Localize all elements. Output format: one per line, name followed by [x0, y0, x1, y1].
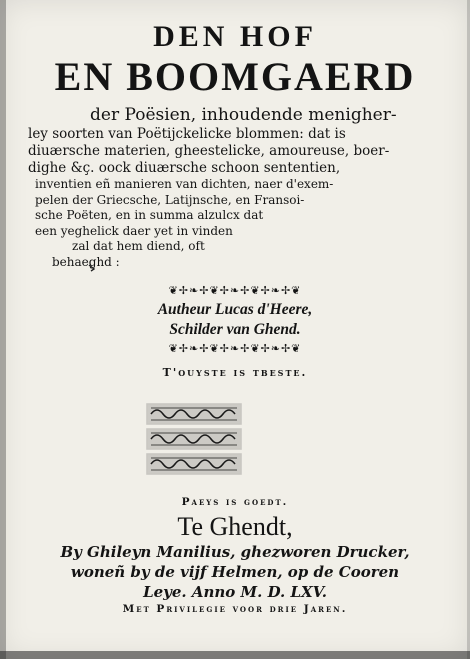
title-line-2: EN BOOMGAERD	[54, 54, 416, 99]
subtitle-line-9: zal dat hem diend, oft	[72, 239, 205, 253]
subtitle-line-3: diuærsche materien, gheestelicke, amoureuse, boer-	[28, 143, 390, 159]
motto: T'ouyste is tbeste.	[162, 366, 308, 379]
ink-mark-icon	[87, 263, 97, 273]
ornament-row-lower: ❦✢❧✢❦✢❧✢❦✢❧✢❦	[168, 342, 302, 355]
subtitle-line-1: der Poësien, inhoudende menigher-	[90, 105, 397, 125]
subtitle-line-10: behaeghd :	[52, 254, 120, 269]
author-line-2: Schilder van Ghend.	[169, 321, 301, 338]
imprint-printer-line-2: woneñ by de vijf Helmen, op de Cooren	[70, 563, 400, 581]
imprint-city: Te Ghendt,	[177, 512, 293, 541]
printers-ornament-block	[145, 402, 243, 476]
ornament-row-upper: ❦✢❧✢❦✢❧✢❦✢❧✢❦	[168, 284, 302, 297]
imprint-privilege: Met Privilegie voor drie Jaren.	[122, 603, 348, 615]
subtitle-line-6: pelen der Griecsche, Latijnsche, en Fransoi-	[35, 192, 305, 207]
title-line-1: DEN HOF	[153, 20, 317, 53]
subtitle-line-7: sche Poëten, en in summa alzulcx dat	[35, 208, 264, 222]
imprint-motto: Paeys is goedt.	[181, 496, 289, 508]
subtitle-line-8: een yeghelick daer yet in vinden	[35, 223, 233, 238]
author-line-1: Autheur Lucas d'Heere,	[157, 301, 313, 318]
subtitle-line-2: ley soorten van Poëtijckelicke blommen: dat is	[28, 126, 346, 142]
subtitle-line-4: dighe &ç. oock diuærsche schoon sententien,	[28, 160, 341, 176]
imprint-printer-line-1: By Ghileyn Manilius, ghezworen Drucker,	[60, 543, 410, 561]
subtitle-line-5: inventien eñ manieren van dichten, naer d'exem-	[35, 177, 334, 191]
subtitle-text	[28, 104, 410, 270]
imprint-printer-line-3: Leye. Anno M. D. LXV.	[143, 583, 327, 601]
page-edge-shadow-bottom	[0, 651, 470, 659]
